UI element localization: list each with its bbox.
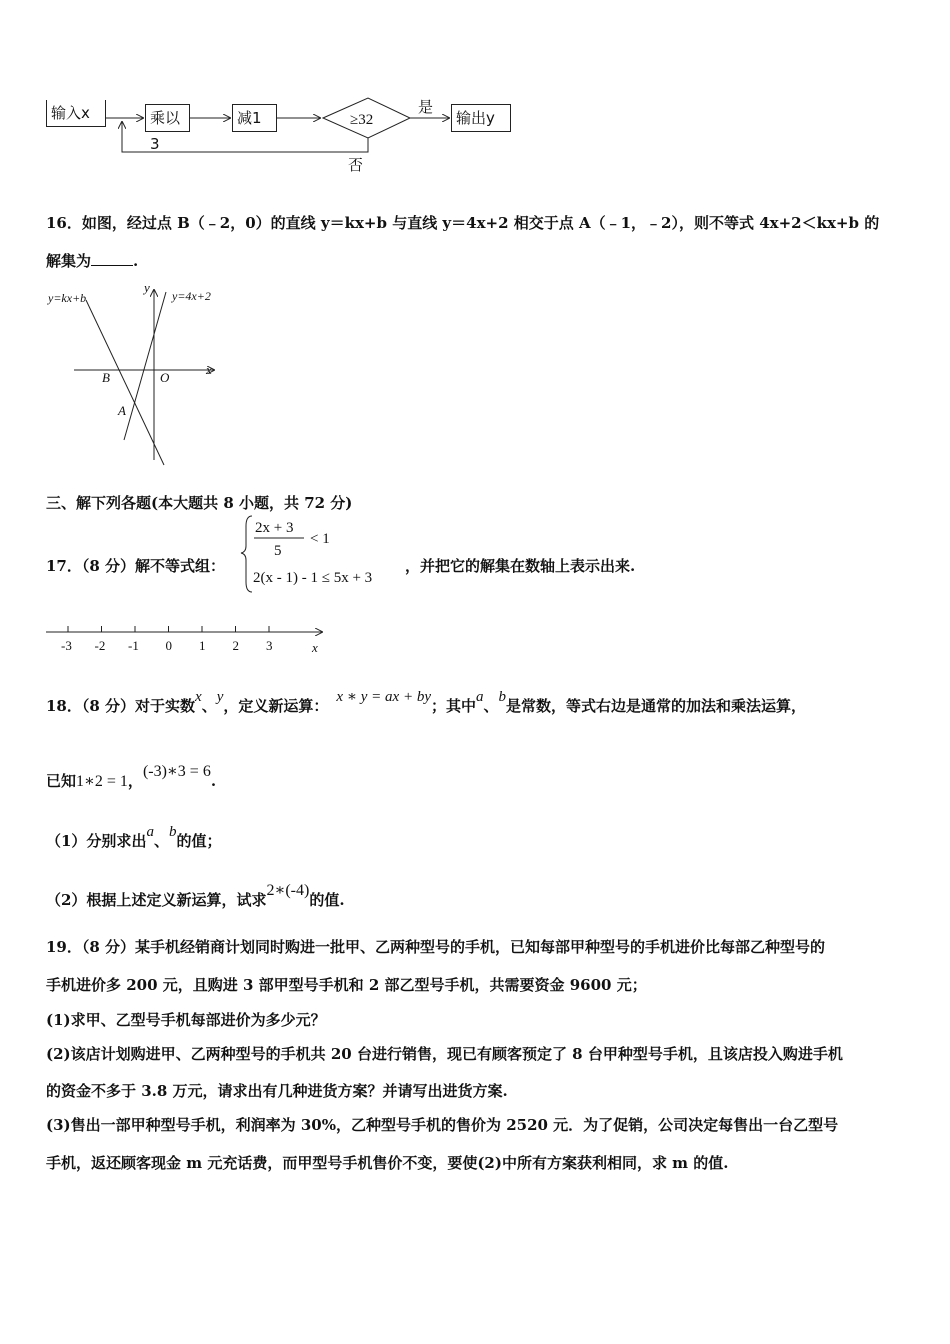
q18-desc: 是常数，等式右边是通常的加法和乘法运算， [506,697,807,715]
q17-numerator: 2x + 3 [255,520,294,536]
q18-var-y: y [216,689,224,705]
q19-line1: 19．（8 分）某手机经销商计划同时购进一批甲、乙两种型号的手机，已知每部甲种型号的手机进价比每部乙种型号的 [46,938,826,956]
q16-point-b-label: B [102,370,110,385]
q18-def-label: ，定义新运算： [223,697,329,715]
section3-title: 三、解下列各题(本大题共 8 小题，共 72 分) [46,494,353,512]
q18-part1-var-a: a [146,824,154,840]
number-line-tick-label: -1 [128,638,139,653]
q18-part2-suffix: 的值. [309,891,345,909]
q18-var-b: b [498,689,507,705]
q17-number-line [44,620,344,660]
q18-part2-expr: 2∗(-4) [266,882,310,899]
q18-definition: x ∗ y = ax + by [336,689,431,705]
q19-line5: 的资金不多于 3.8 万元，请求出有几种进货方案？并请写出进货方案. [46,1082,508,1100]
flow-condition-text: ≥32 [350,112,374,128]
q18-line1 [46,689,807,716]
q17-brace [241,516,252,592]
number-line-tick-label: -2 [94,638,106,653]
flow-no-label: 否 [348,158,364,174]
flow-yes-label: 是 [418,100,434,116]
flow-input-box: 输入x [46,100,106,127]
q16-line1: 16．如图，经过点 B（﹣2，0）的直线 y＝kx+b 与直线 y＝4x+2 相交于点 A（﹣1，﹣2），则不等式 4x+2＜kx+b 的 [46,214,880,232]
q18-period: . [210,772,217,790]
number-line-tick-label: 2 [232,638,239,653]
q16-point-a-label: A [118,403,126,418]
q18-sep1: 、 [201,697,217,715]
q16-line-kxb [86,300,164,465]
q16-end: . [133,252,139,270]
q18-sep2: 、 [483,697,499,715]
q18-part1-var-b: b [168,824,177,840]
q16-label-4x2: y=4x+2 [172,289,211,303]
q18-where: ；其中 [431,697,477,715]
flow-subtract-box: 减1 [232,104,277,132]
q19-line7: 手机，返还顾客现金 m 元充话费，而甲型号手机售价不变，要使(2)中所有方案获利相同，求 m 的值. [46,1154,729,1172]
q19-line6: (3)售出一部甲种型号手机，利润率为 30%，乙种型号手机的售价为 2520 元．为了促销，公司决定每售出一台乙型号 [46,1116,839,1134]
q17-less-than-one: < 1 [310,531,330,547]
q17-axis-label: x [312,640,318,655]
q18-part1-prefix: （1）分别求出 [46,832,147,850]
q16-label-kxb: y=kx+b [48,291,87,305]
q16-answer-prompt: 解集为 [46,252,92,270]
q16-axis-x-label: x [206,362,212,377]
q16-answer-blank [91,251,133,266]
flowchart-connectors [0,90,520,180]
q16-graph [44,280,234,470]
flow-multiply-box: 乘以3 [145,104,190,132]
q16-line2 [46,250,138,271]
q19-line3: (1)求甲、乙型号手机每部进价为多少元？ [46,1011,326,1029]
number-line-tick-label: 1 [199,638,206,653]
q19-line2: 手机进价多 200 元，且购进 3 部甲型号手机和 2 部乙型号手机，共需要资金 9600 元； [46,976,647,994]
number-line-tick-label: -3 [61,638,72,653]
q17-tail: ，并把它的解集在数轴上表示出来. [405,557,636,575]
q18-part1 [46,824,222,851]
q17-label: 17．（8 分）解不等式组： [46,557,226,575]
q16-line-4x2 [124,292,166,440]
q18-comma: ， [127,772,143,790]
q18-known1: 1∗2 = 1 [76,773,128,790]
q18-part2-prefix: （2）根据上述定义新运算，试求 [46,891,267,909]
q18-line2 [46,763,217,791]
q17-second-inequality: 2(x - 1) - 1 ≤ 5x + 3 [253,570,373,586]
q17-denominator: 5 [274,543,282,559]
q16-axis-y-label: y [144,280,150,295]
q16-origin-label: O [160,370,170,385]
q18-prefix: 18．（8 分）对于实数 [46,697,196,715]
q19-line4: (2)该店计划购进甲、乙两种型号的手机共 20 台进行销售，现已有顾客预定了 8 台甲种型号手机，且该店投入购进手机 [46,1045,843,1063]
q18-var-a: a [476,689,484,705]
number-line-tick-label: 0 [165,638,172,653]
flow-output-box: 输出y [451,104,511,132]
q18-part2 [46,882,345,910]
q18-part1-suffix: 的值； [176,832,222,850]
q18-known2: (-3)∗3 = 6 [142,763,211,780]
q18-part1-sep: 、 [153,832,169,850]
q17-inequality-system [240,512,415,594]
number-line-tick-label: 3 [266,638,273,653]
q18-var-x: x [195,689,202,705]
q18-known-prefix: 已知 [46,772,77,790]
